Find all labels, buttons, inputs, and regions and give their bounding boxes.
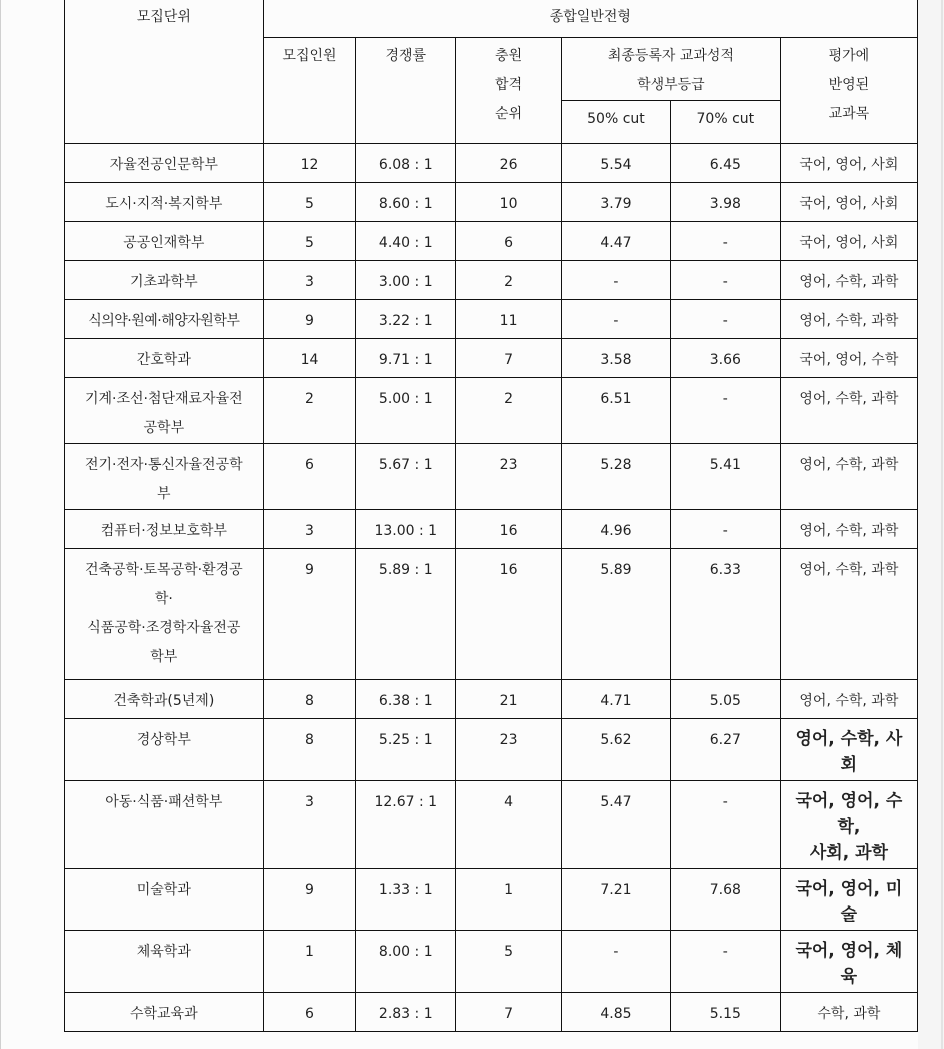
cell-subjects: 영어, 수학, 과학 [780, 300, 917, 339]
cell-ratio: 6.08 : 1 [356, 144, 456, 183]
cell-subjects: 영어, 수학, 과학 [780, 680, 917, 719]
cell-subjects-line: 술 [840, 905, 858, 925]
cell-cut50: 4.85 [562, 993, 671, 1032]
table-row [65, 869, 918, 931]
cell-subjects [780, 931, 917, 993]
cell-cut50: 3.58 [562, 339, 671, 378]
header-rank-line: 합격 [495, 77, 523, 93]
cell-ratio: 13.00 : 1 [356, 510, 456, 549]
cell-ratio: 2.83 : 1 [356, 993, 456, 1032]
cell-unit: 미술학과 [65, 869, 264, 931]
cell-cut50: - [562, 931, 671, 993]
scrollbar-track[interactable] [941, 0, 943, 1049]
header-competition-ratio-label: 경쟁률 [385, 48, 427, 64]
table-row [65, 931, 918, 993]
cell-ratio: 9.71 : 1 [356, 339, 456, 378]
cell-subjects: 국어, 영어, 사회 [780, 183, 917, 222]
header-grade-group [562, 38, 781, 101]
cell-cut50: 5.62 [562, 719, 671, 781]
table-row [65, 781, 918, 869]
cell-cut70: - [670, 222, 780, 261]
header-subjects-line: 교과목 [828, 106, 870, 122]
cell-cut50: 7.21 [562, 869, 671, 931]
cell-unit: 기초과학부 [65, 261, 264, 300]
cell-recruit: 6 [263, 993, 356, 1032]
cell-ratio: 3.00 : 1 [356, 261, 456, 300]
table-row [65, 444, 918, 510]
header-unit-label: 모집단위 [136, 9, 191, 25]
cell-cut70: 3.98 [670, 183, 780, 222]
cell-cut70: 6.27 [670, 719, 780, 781]
cell-ratio: 12.67 : 1 [356, 781, 456, 869]
cell-ratio: 8.00 : 1 [356, 931, 456, 993]
cell-cut70: 5.05 [670, 680, 780, 719]
cell-recruit: 8 [263, 719, 356, 781]
header-competition-ratio [356, 38, 456, 144]
cell-recruit: 2 [263, 378, 356, 444]
cell-subjects: 국어, 영어, 사회 [780, 222, 917, 261]
cell-rank: 7 [456, 993, 562, 1032]
cell-cut50: 5.89 [562, 549, 671, 680]
table-row [65, 719, 918, 781]
cell-recruit: 14 [263, 339, 356, 378]
header-group-label: 종합일반전형 [549, 9, 631, 25]
table-row [65, 993, 918, 1032]
cell-subjects [780, 869, 917, 931]
cell-unit-line: 기계·조선·첨단재료자율전 [84, 391, 243, 407]
cell-recruit: 1 [263, 931, 356, 993]
cell-recruit: 6 [263, 444, 356, 510]
table-row [65, 261, 918, 300]
cell-rank: 6 [456, 222, 562, 261]
cell-unit: 자율전공인문학부 [65, 144, 264, 183]
cell-ratio: 3.22 : 1 [356, 300, 456, 339]
cell-recruit: 5 [263, 222, 356, 261]
cell-subjects: 영어, 수학, 과학 [780, 261, 917, 300]
cell-cut50: 5.47 [562, 781, 671, 869]
cell-recruit: 12 [263, 144, 356, 183]
cell-cut50: - [562, 261, 671, 300]
cell-rank: 5 [456, 931, 562, 993]
header-subjects-line: 반영된 [828, 77, 870, 93]
cell-unit: 도시·지적·복지학부 [65, 183, 264, 222]
cell-cut70: - [670, 261, 780, 300]
table-row [65, 680, 918, 719]
cell-rank: 11 [456, 300, 562, 339]
cell-recruit: 9 [263, 300, 356, 339]
cell-rank: 7 [456, 339, 562, 378]
cell-unit: 체육학과 [65, 931, 264, 993]
cell-ratio: 6.38 : 1 [356, 680, 456, 719]
cell-unit-line: 부 [157, 486, 171, 502]
cell-cut50: 4.47 [562, 222, 671, 261]
header-cut70-label: 70% cut [696, 111, 755, 127]
header-unit [65, 0, 264, 144]
cell-cut50: 4.96 [562, 510, 671, 549]
cell-unit [65, 549, 264, 680]
cell-unit: 건축학과(5년제) [65, 680, 264, 719]
cell-recruit: 3 [263, 261, 356, 300]
cell-cut50: 4.71 [562, 680, 671, 719]
cell-subjects [780, 781, 917, 869]
cell-subjects: 영어, 수학, 과학 [780, 378, 917, 444]
cell-ratio: 1.33 : 1 [356, 869, 456, 931]
cell-cut50: 3.79 [562, 183, 671, 222]
cell-unit-line: 공학부 [143, 420, 185, 436]
table-row [65, 549, 918, 680]
cell-recruit: 8 [263, 680, 356, 719]
cell-ratio: 8.60 : 1 [356, 183, 456, 222]
cell-cut70: 6.33 [670, 549, 780, 680]
cell-unit-line: 학부 [150, 649, 178, 665]
table-row [65, 222, 918, 261]
cell-recruit: 5 [263, 183, 356, 222]
table-row [65, 378, 918, 444]
cell-subjects-line: 학, [837, 817, 861, 837]
cell-unit [65, 378, 264, 444]
table-row [65, 144, 918, 183]
cell-unit: 아동·식품·패션학부 [65, 781, 264, 869]
cell-rank: 23 [456, 444, 562, 510]
header-row [65, 0, 918, 38]
cell-ratio: 5.25 : 1 [356, 719, 456, 781]
cell-ratio: 5.67 : 1 [356, 444, 456, 510]
cell-cut70: - [670, 781, 780, 869]
cell-subjects: 영어, 수학, 과학 [780, 510, 917, 549]
cell-subjects-line: 육 [840, 967, 858, 987]
cell-unit: 경상학부 [65, 719, 264, 781]
cell-recruit: 9 [263, 549, 356, 680]
cell-unit: 간호학과 [65, 339, 264, 378]
cell-subjects: 국어, 영어, 수학 [780, 339, 917, 378]
cell-ratio: 5.00 : 1 [356, 378, 456, 444]
header-rank-line: 순위 [495, 106, 523, 122]
table-row [65, 339, 918, 378]
cell-cut70: 6.45 [670, 144, 780, 183]
cell-unit-line: 건축공학·토목공학·환경공 [84, 562, 243, 578]
header-rank-line: 충원 [495, 48, 523, 64]
cell-cut70: - [670, 931, 780, 993]
cell-subjects: 영어, 수학, 과학 [780, 549, 917, 680]
cell-subjects-line: 영어, 수학, 사 [795, 729, 903, 749]
cell-cut50: 6.51 [562, 378, 671, 444]
header-recruit-count [263, 38, 356, 144]
cell-cut70: 7.68 [670, 869, 780, 931]
cell-unit-line: 전기·전자·통신자율전공학 [84, 457, 243, 473]
cell-rank: 4 [456, 781, 562, 869]
header-recruit-count-label: 모집인원 [282, 48, 337, 64]
left-edge-divider [0, 0, 1, 1049]
cell-subjects-line: 국어, 영어, 미 [795, 879, 903, 899]
cell-unit: 컴퓨터·정보보호학부 [65, 510, 264, 549]
cell-subjects: 국어, 영어, 사회 [780, 144, 917, 183]
cell-subjects: 영어, 수학, 과학 [780, 444, 917, 510]
cell-cut50: - [562, 300, 671, 339]
cell-rank: 16 [456, 510, 562, 549]
header-subjects [780, 38, 917, 144]
header-cut50 [562, 101, 671, 144]
header-grade-line: 최종등록자 교과성적 [607, 48, 734, 64]
cell-rank: 2 [456, 378, 562, 444]
cell-subjects [780, 719, 917, 781]
cell-rank: 10 [456, 183, 562, 222]
cell-subjects-line: 국어, 영어, 체 [795, 941, 903, 961]
cell-subjects-line: 회 [840, 755, 858, 775]
cell-rank: 21 [456, 680, 562, 719]
cell-rank: 16 [456, 549, 562, 680]
header-group [263, 0, 917, 38]
header-rank [456, 38, 562, 144]
cell-unit: 공공인재학부 [65, 222, 264, 261]
cell-cut70: 5.41 [670, 444, 780, 510]
cell-recruit: 3 [263, 781, 356, 869]
table-row [65, 183, 918, 222]
table-row [65, 510, 918, 549]
table-row [65, 300, 918, 339]
header-grade-line: 학생부등급 [637, 77, 705, 93]
cell-cut70: - [670, 510, 780, 549]
cell-rank: 26 [456, 144, 562, 183]
cell-unit: 수학교육과 [65, 993, 264, 1032]
header-subjects-line: 평가에 [828, 48, 870, 64]
cell-unit: 식의약·원예·해양자원학부 [65, 300, 264, 339]
cell-subjects-line: 사회, 과학 [809, 843, 888, 863]
cell-cut70: - [670, 378, 780, 444]
header-cut50-label: 50% cut [587, 111, 645, 127]
cell-ratio: 5.89 : 1 [356, 549, 456, 680]
cell-rank: 1 [456, 869, 562, 931]
cell-recruit: 9 [263, 869, 356, 931]
cell-unit [65, 444, 264, 510]
admissions-table [64, 0, 918, 1032]
cell-cut70: - [670, 300, 780, 339]
cell-cut70: 3.66 [670, 339, 780, 378]
cell-subjects-line: 국어, 영어, 수 [795, 791, 903, 811]
header-cut70 [670, 101, 780, 144]
cell-unit-line: 학· [154, 591, 173, 607]
cell-cut50: 5.54 [562, 144, 671, 183]
cell-subjects: 수학, 과학 [780, 993, 917, 1032]
cell-recruit: 3 [263, 510, 356, 549]
cell-rank: 2 [456, 261, 562, 300]
cell-rank: 23 [456, 719, 562, 781]
cell-unit-line: 식품공학·조경학자율전공 [87, 620, 241, 636]
cell-cut50: 5.28 [562, 444, 671, 510]
cell-ratio: 4.40 : 1 [356, 222, 456, 261]
cell-cut70: 5.15 [670, 993, 780, 1032]
